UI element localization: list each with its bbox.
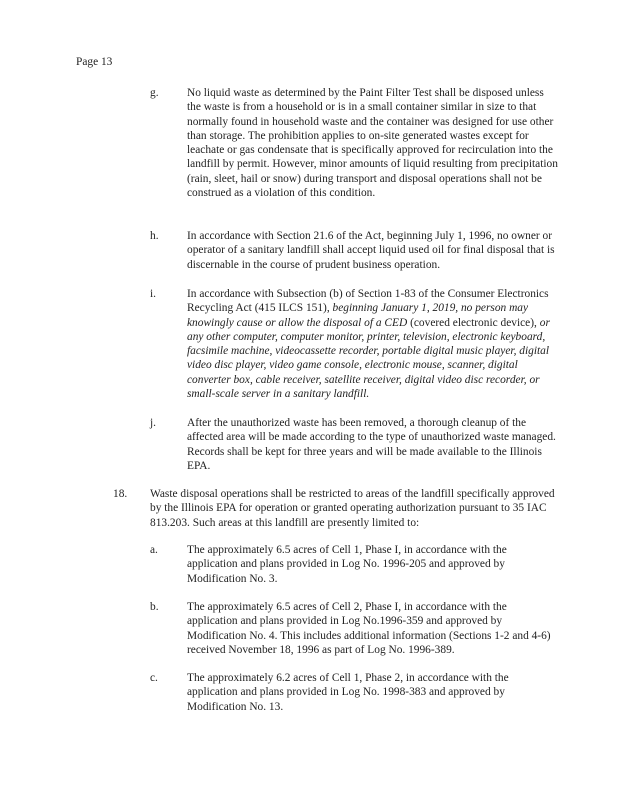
item-g-label: g. bbox=[150, 87, 159, 99]
item-g-text: No liquid waste as determined by the Paint Filter Test shall be disposed unless the waste is from a household or is in a small container similar in size to that normally found in household waste and the container was designed for use other than storage. The prohibition applies to on-site generated wastes except for leachate or gas condensate that is specifically approved for recirculation into the landfill by permit. However, minor amounts of liquid resulting from precipitation (rain, sleet, hail or snow) during transport and disposal operations shall not be construed as a violation of this condition. bbox=[187, 87, 558, 200]
item-a-text: The approximately 6.5 acres of Cell 1, Phase I, in accordance with the application and plans provided in Log No. 1996-205 and approved by Modification No. 3. bbox=[187, 544, 507, 585]
item-c-label: c. bbox=[150, 672, 158, 684]
item-b-text: The approximately 6.5 acres of Cell 2, Phase I, in accordance with the application and plans provided in Log No.1996-359 and approved by Modification No. 4. This includes additional information (Sections 1-2 and 4-6) received November 18, 1996 as part of Log No. 1996-389. bbox=[187, 601, 551, 656]
item-i-label: i. bbox=[150, 288, 157, 300]
item-18-text: Waste disposal operations shall be restricted to areas of the landfill specifically approved by the Illinois EPA for operation or granted operating authorization pursuant to 35 IAC 813.203. Such areas at this landfill are presently limited to: bbox=[150, 488, 555, 529]
item-i-text-part-1: In accordance with Subsection (b) of Section 1-83 of the Consumer Electronics Recycling Act (415 ILCS 151), bbox=[187, 288, 549, 315]
item-h-text: In accordance with Section 21.6 of the Act, beginning July 1, 1996, no owner or operator of a sanitary landfill shall accept liquid used oil for final disposal that is discernable in the course of prudent business operation. bbox=[187, 230, 555, 271]
item-j-text: After the unauthorized waste has been removed, a thorough cleanup of the affected area will be made according to the type of unauthorized waste managed. Records shall be kept for three years and will be made available to the Illinois EPA. bbox=[187, 417, 556, 472]
item-i-text bbox=[187, 287, 559, 401]
item-i-text-part-2: beginning January 1, 2019, no person may knowingly cause or allow the disposal of a CED bbox=[187, 302, 529, 329]
item-j-label: j. bbox=[150, 417, 157, 429]
item-i-text-part-3: (covered electronic device), bbox=[410, 316, 537, 329]
page-number: Page 13 bbox=[76, 56, 113, 68]
item-b-label: b. bbox=[150, 601, 159, 613]
item-h-label: h. bbox=[150, 230, 159, 242]
item-18-label: 18. bbox=[113, 488, 128, 500]
item-i-text-part-4: or any other computer, computer monitor, printer, television, electronic keyboard, facsimile machine, videocassette recorder, portable digital music player, digital video disc player, video game console, electronic mouse, scanner, digital converter box, cable receiver, satellite receiver, digital video disc recorder, or small-scale server in a sanitary landfill. bbox=[187, 316, 550, 401]
item-a-label: a. bbox=[150, 544, 158, 556]
item-c-text: The approximately 6.2 acres of Cell 1, Phase 2, in accordance with the application and plans provided in Log No. 1998-383 and approved by Modification No. 13. bbox=[187, 672, 509, 713]
